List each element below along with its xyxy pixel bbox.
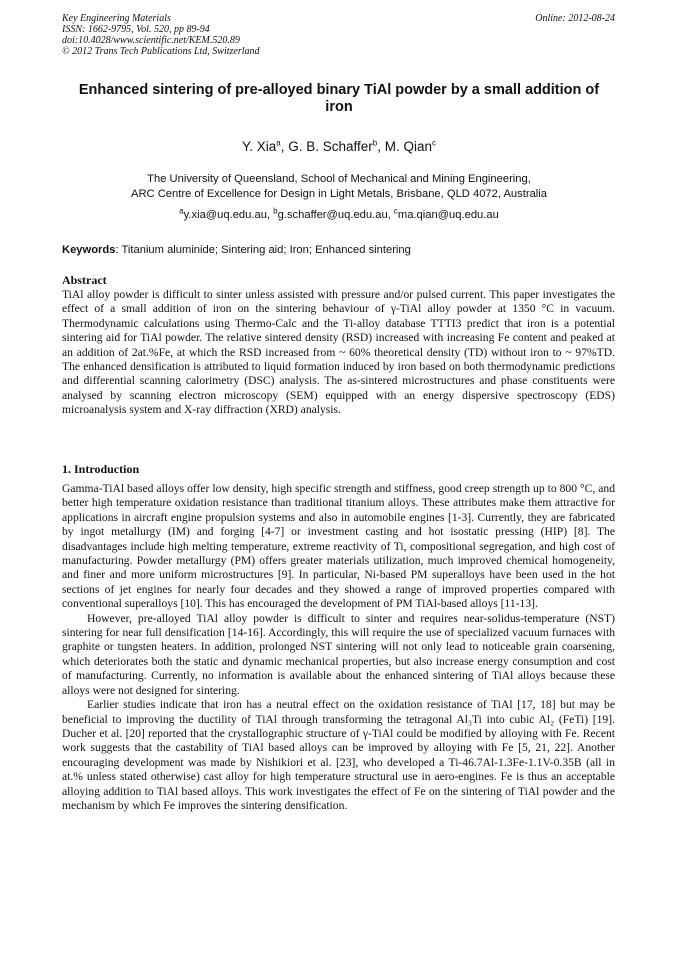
introduction-body [62, 482, 615, 813]
affiliation-line: ARC Centre of Excellence for Design in Light Metals, Brisbane, QLD 4072, Australia [130, 187, 547, 200]
author-list [64, 139, 614, 155]
intro-paragraph: Earlier studies indicate that iron has a neutral effect on the oxidation resistance of TiAl [17, 18] but may be beneficial to improving the ductility of TiAl through transforming the tetragonal Al₃Ti into cubic Al₂ (FeTi) [19]. Ducher et al. [20] reported that the crystallographic structure of γ-TiAl could be modified by alloying with Fe. Recent work suggests that the castability of TiAl based alloys can be improved by alloying with Fe [5, 21, 22]. Another encouraging development was made by Nishikiori et al. [23], who developed a Ti-46.7Al-1.3Fe-1.1V-0.35B (all in at.% unless stated otherwise) cast alloy for high temperature structural use in aero-engines. Fe is thus an acceptable alloying addition to TiAl based alloys. This work investigates the effect of Fe on the sintering of TiAl powder and the mechanism by which Fe improves the sintering densification. [62, 698, 615, 812]
author-mark: a [276, 138, 281, 148]
keywords-label: Keywords [62, 244, 116, 256]
abstract-heading: Abstract [62, 273, 107, 287]
email-separator: , [387, 209, 394, 221]
affiliation [64, 172, 614, 201]
email-address[interactable]: y.xia@uq.edu.au [183, 209, 267, 221]
email-separator: , [266, 209, 274, 221]
paper-title: Enhanced sintering of pre-alloyed binary TiAl powder by a small addition of iron [78, 82, 600, 115]
doi-line: doi:10.4028/www.scientific.net/KEM.520.89 [62, 35, 240, 46]
author-name: G. B. Schaffer [288, 139, 373, 154]
email-list [64, 208, 614, 222]
keywords [62, 243, 616, 257]
email-mark: a [179, 206, 184, 216]
author-mark: b [372, 138, 378, 148]
journal-name: Key Engineering Materials [62, 13, 171, 24]
copyright-line: © 2012 Trans Tech Publications Ltd, Switzerland [62, 46, 260, 57]
email-address[interactable]: ma.qian@uq.edu.au [397, 209, 499, 221]
journal-header [62, 13, 615, 57]
email-mark: c [393, 206, 398, 216]
email-mark: b [273, 206, 278, 216]
introduction-heading: 1. Introduction [62, 462, 140, 476]
affiliation-line: The University of Queensland, School of Mechanical and Mining Engineering, [147, 173, 531, 185]
online-date: Online: 2012-08-24 [535, 13, 615, 24]
intro-paragraph: Gamma-TiAl based alloys offer low density, high specific strength and stiffness, good creep strength up to 800 °C, and better high temperature oxidation resistance than traditional titanium alloys. These attributes make them attractive for applications in aircraft engine propulsion systems and also in automobile engines [1-3]. Currently, they are fabricated by ingot metallurgy (IM) and forging [4-7] or investment casting and hot isostatic pressing (HIP) [8]. The disadvantages include high melting temperature, extreme reactivity of Ti, compositional segregation, and high cost of manufacturing. Powder metallurgy (PM) offers greater materials utilization, much improved chemical homogeneity, and finer and more uniform microstructures [9]. In particular, Ni-based PM superalloys have been used in the hot sections of jet engines for nearly four decades and they showed a range of improved properties compared with conventional superalloys [10]. This has encouraged the development of PM TiAl-based alloys [11-13]. [62, 482, 615, 611]
author-name: Y. Xia [241, 139, 277, 154]
abstract-paragraph: TiAl alloy powder is difficult to sinter unless assisted with pressure and/or pulsed current. This paper investigates the effect of a small addition of iron on the sintering behaviour of γ-TiAl alloy powder at 1350 °C in vacuum. Thermodynamic calculations using Thermo-Calc and the Ti-alloy database TTTI3 predict that iron is a potential sintering aid for TiAl powder. The relative sintered density (RSD) increased with increasing Fe content and peaked at an addition of 2at.%Fe, at which the RSD increased from ~ 60% theoretical density (TD) without iron to ~ 97%TD. The enhanced densification is attributed to liquid formation induced by iron based on both thermodynamic predictions and differential scanning calorimetry (DSC) analysis. The as-sintered microstructures and phase constituents were analysed by scanning electron microscopy (SEM) equipped with an energy dispersive spectroscopy (EDS) microanalysis system and X-ray diffraction (XRD) analysis. [62, 288, 615, 417]
author-mark: c [432, 138, 437, 148]
author-name: M. Qian [384, 139, 433, 154]
issn-line: ISSN: 1662-9795, Vol. 520, pp 89-94 [62, 24, 210, 35]
author-separator: , [280, 139, 289, 154]
intro-paragraph: However, pre-alloyed TiAl alloy powder is difficult to sinter and requires near-solidus-temperature (NST) sintering for near full densification [14-16]. Accordingly, this will require the use of specialized vacuum furnaces with graphite or tungsten heaters. In addition, prolonged NST sintering will not only lead to noticeable grain coarsening, which deteriorates both the static and dynamic mechanical properties, but also increase energy consumption and cost of manufacturing. Currently, no information is available about the enhanced sintering of TiAl alloys because these alloys were not designed for sintering. [62, 611, 615, 697]
author-separator: , [377, 139, 385, 154]
abstract-body [62, 288, 615, 418]
keywords-text: : Titanium aluminide; Sintering aid; Iron; Enhanced sintering [115, 244, 411, 256]
email-address[interactable]: g.schaffer@uq.edu.au [277, 209, 388, 221]
